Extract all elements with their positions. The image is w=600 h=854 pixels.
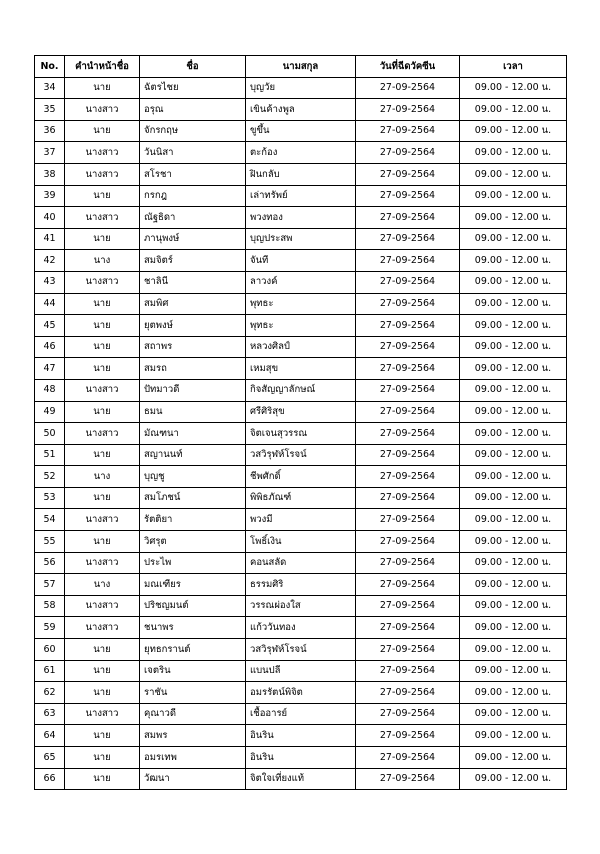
table-row xyxy=(35,423,567,445)
table-row xyxy=(35,466,567,488)
row-time: 09.00 - 12.00 น. xyxy=(460,487,567,509)
row-prefix: นาย xyxy=(65,487,140,509)
row-first-name: มัณฑนา xyxy=(140,423,246,445)
row-first-name: สมโภชน์ xyxy=(140,487,246,509)
row-first-name: ประไพ xyxy=(140,552,246,574)
row-prefix: นางสาว xyxy=(65,142,140,164)
table-row xyxy=(35,703,567,725)
row-number: 59 xyxy=(35,617,65,639)
row-time: 09.00 - 12.00 น. xyxy=(460,336,567,358)
row-prefix: นาย xyxy=(65,315,140,337)
row-prefix: นางสาว xyxy=(65,99,140,121)
row-number: 39 xyxy=(35,185,65,207)
row-first-name: มณเฑียร xyxy=(140,574,246,596)
row-vaccination-date: 27-09-2564 xyxy=(356,531,460,553)
row-prefix: นาย xyxy=(65,768,140,790)
row-surname: ฝินกลับ xyxy=(246,163,356,185)
header-no: No. xyxy=(35,56,65,78)
row-surname: คอนสลัด xyxy=(246,552,356,574)
row-vaccination-date: 27-09-2564 xyxy=(356,768,460,790)
row-number: 48 xyxy=(35,379,65,401)
table-row xyxy=(35,293,567,315)
row-number: 56 xyxy=(35,552,65,574)
row-number: 34 xyxy=(35,77,65,99)
row-prefix: นาย xyxy=(65,747,140,769)
row-surname: ลาวงค์ xyxy=(246,271,356,293)
row-first-name: อรุณ xyxy=(140,99,246,121)
row-time: 09.00 - 12.00 น. xyxy=(460,185,567,207)
row-first-name: รัตติยา xyxy=(140,509,246,531)
row-first-name: สมจิตร์ xyxy=(140,250,246,272)
row-time: 09.00 - 12.00 น. xyxy=(460,77,567,99)
row-time: 09.00 - 12.00 น. xyxy=(460,163,567,185)
row-number: 64 xyxy=(35,725,65,747)
row-vaccination-date: 27-09-2564 xyxy=(356,293,460,315)
row-first-name: สโรชา xyxy=(140,163,246,185)
row-prefix: นางสาว xyxy=(65,271,140,293)
row-prefix: นางสาว xyxy=(65,595,140,617)
row-vaccination-date: 27-09-2564 xyxy=(356,250,460,272)
row-time: 09.00 - 12.00 น. xyxy=(460,703,567,725)
header-time: เวลา xyxy=(460,56,567,78)
row-first-name: ชาลินี xyxy=(140,271,246,293)
row-prefix: นางสาว xyxy=(65,509,140,531)
table-row xyxy=(35,358,567,380)
row-first-name: ณัฐธิดา xyxy=(140,207,246,229)
row-number: 53 xyxy=(35,487,65,509)
table-row xyxy=(35,271,567,293)
row-surname: พวงมี xyxy=(246,509,356,531)
table-row xyxy=(35,682,567,704)
row-number: 57 xyxy=(35,574,65,596)
row-surname: ตะก้อง xyxy=(246,142,356,164)
row-surname: บุญวัย xyxy=(246,77,356,99)
row-vaccination-date: 27-09-2564 xyxy=(356,552,460,574)
row-vaccination-date: 27-09-2564 xyxy=(356,120,460,142)
row-surname: แบนปลี xyxy=(246,660,356,682)
table-row xyxy=(35,401,567,423)
row-time: 09.00 - 12.00 น. xyxy=(460,574,567,596)
row-surname: จิตใจเที่ยงแท้ xyxy=(246,768,356,790)
table-row xyxy=(35,163,567,185)
row-prefix: นางสาว xyxy=(65,552,140,574)
row-time: 09.00 - 12.00 น. xyxy=(460,142,567,164)
row-vaccination-date: 27-09-2564 xyxy=(356,574,460,596)
row-time: 09.00 - 12.00 น. xyxy=(460,509,567,531)
row-time: 09.00 - 12.00 น. xyxy=(460,379,567,401)
row-prefix: นาย xyxy=(65,228,140,250)
row-vaccination-date: 27-09-2564 xyxy=(356,466,460,488)
row-number: 51 xyxy=(35,444,65,466)
row-surname: วสวิรุฬห์โรจน์ xyxy=(246,444,356,466)
row-vaccination-date: 27-09-2564 xyxy=(356,228,460,250)
table-row xyxy=(35,552,567,574)
table-row xyxy=(35,509,567,531)
table-row xyxy=(35,379,567,401)
row-vaccination-date: 27-09-2564 xyxy=(356,77,460,99)
row-surname: อินริน xyxy=(246,747,356,769)
row-prefix: นาย xyxy=(65,401,140,423)
row-number: 63 xyxy=(35,703,65,725)
header-surname: นามสกุล xyxy=(246,56,356,78)
row-vaccination-date: 27-09-2564 xyxy=(356,747,460,769)
row-time: 09.00 - 12.00 น. xyxy=(460,293,567,315)
row-vaccination-date: 27-09-2564 xyxy=(356,444,460,466)
row-time: 09.00 - 12.00 น. xyxy=(460,423,567,445)
row-vaccination-date: 27-09-2564 xyxy=(356,336,460,358)
header-date: วันที่ฉีดวัคซีน xyxy=(356,56,460,78)
header-name: ชื่อ xyxy=(140,56,246,78)
row-number: 49 xyxy=(35,401,65,423)
row-surname: เล่าทรัพย์ xyxy=(246,185,356,207)
row-number: 45 xyxy=(35,315,65,337)
row-first-name: สญานนท์ xyxy=(140,444,246,466)
row-time: 09.00 - 12.00 น. xyxy=(460,682,567,704)
table-row xyxy=(35,725,567,747)
row-surname: พุทธะ xyxy=(246,315,356,337)
row-number: 50 xyxy=(35,423,65,445)
row-vaccination-date: 27-09-2564 xyxy=(356,595,460,617)
row-vaccination-date: 27-09-2564 xyxy=(356,163,460,185)
table-row xyxy=(35,336,567,358)
row-surname: พิพิธภัณฑ์ xyxy=(246,487,356,509)
row-number: 58 xyxy=(35,595,65,617)
row-time: 09.00 - 12.00 น. xyxy=(460,120,567,142)
row-surname: จันที xyxy=(246,250,356,272)
row-vaccination-date: 27-09-2564 xyxy=(356,185,460,207)
row-first-name: ยุทธกรานต์ xyxy=(140,639,246,661)
row-number: 46 xyxy=(35,336,65,358)
row-number: 66 xyxy=(35,768,65,790)
row-time: 09.00 - 12.00 น. xyxy=(460,315,567,337)
row-prefix: นางสาว xyxy=(65,379,140,401)
row-prefix: นาย xyxy=(65,185,140,207)
row-prefix: นาง xyxy=(65,574,140,596)
table-row xyxy=(35,768,567,790)
row-first-name: ราชัน xyxy=(140,682,246,704)
row-vaccination-date: 27-09-2564 xyxy=(356,617,460,639)
row-prefix: นางสาว xyxy=(65,163,140,185)
table-header-row xyxy=(35,56,567,78)
row-vaccination-date: 27-09-2564 xyxy=(356,358,460,380)
row-prefix: นางสาว xyxy=(65,423,140,445)
row-prefix: นาย xyxy=(65,725,140,747)
row-first-name: วันนิสา xyxy=(140,142,246,164)
row-first-name: จักรกฤษ xyxy=(140,120,246,142)
row-prefix: นาย xyxy=(65,660,140,682)
row-first-name: คุณาวดี xyxy=(140,703,246,725)
row-vaccination-date: 27-09-2564 xyxy=(356,509,460,531)
row-vaccination-date: 27-09-2564 xyxy=(356,487,460,509)
row-number: 37 xyxy=(35,142,65,164)
row-prefix: นาย xyxy=(65,336,140,358)
table-body xyxy=(35,77,567,790)
table-row xyxy=(35,315,567,337)
row-first-name: สมพร xyxy=(140,725,246,747)
table-row xyxy=(35,639,567,661)
table-row xyxy=(35,595,567,617)
row-first-name: วิศรุต xyxy=(140,531,246,553)
row-first-name: ยุตพงษ์ xyxy=(140,315,246,337)
row-first-name: อมรเทพ xyxy=(140,747,246,769)
row-number: 55 xyxy=(35,531,65,553)
row-time: 09.00 - 12.00 น. xyxy=(460,552,567,574)
row-time: 09.00 - 12.00 น. xyxy=(460,358,567,380)
row-prefix: นาง xyxy=(65,466,140,488)
row-surname: กิจสัญญาลักษณ์ xyxy=(246,379,356,401)
row-time: 09.00 - 12.00 น. xyxy=(460,725,567,747)
row-surname: ขูขึ้น xyxy=(246,120,356,142)
table-row xyxy=(35,77,567,99)
row-time: 09.00 - 12.00 น. xyxy=(460,660,567,682)
row-number: 62 xyxy=(35,682,65,704)
table-row xyxy=(35,185,567,207)
row-vaccination-date: 27-09-2564 xyxy=(356,660,460,682)
row-surname: จิตเจนสุวรรณ xyxy=(246,423,356,445)
table-row xyxy=(35,487,567,509)
row-number: 41 xyxy=(35,228,65,250)
row-vaccination-date: 27-09-2564 xyxy=(356,315,460,337)
row-prefix: นาย xyxy=(65,293,140,315)
table-row xyxy=(35,142,567,164)
row-vaccination-date: 27-09-2564 xyxy=(356,379,460,401)
row-first-name: ปริชญมนต์ xyxy=(140,595,246,617)
row-time: 09.00 - 12.00 น. xyxy=(460,747,567,769)
row-prefix: นาย xyxy=(65,77,140,99)
row-prefix: นาย xyxy=(65,682,140,704)
row-number: 44 xyxy=(35,293,65,315)
row-vaccination-date: 27-09-2564 xyxy=(356,207,460,229)
row-surname: วสวิรุฬห์โรจน์ xyxy=(246,639,356,661)
row-first-name: บุญชู xyxy=(140,466,246,488)
row-first-name: สมพิศ xyxy=(140,293,246,315)
table-row xyxy=(35,207,567,229)
row-number: 43 xyxy=(35,271,65,293)
row-surname: เชื้ออารย์ xyxy=(246,703,356,725)
row-vaccination-date: 27-09-2564 xyxy=(356,725,460,747)
row-first-name: ฉัตรไชย xyxy=(140,77,246,99)
row-time: 09.00 - 12.00 น. xyxy=(460,617,567,639)
row-number: 65 xyxy=(35,747,65,769)
row-time: 09.00 - 12.00 น. xyxy=(460,531,567,553)
table-row xyxy=(35,660,567,682)
row-surname: หลวงศิลป์ xyxy=(246,336,356,358)
row-surname: ธรรมศิริ xyxy=(246,574,356,596)
row-time: 09.00 - 12.00 น. xyxy=(460,444,567,466)
row-surname: พวงทอง xyxy=(246,207,356,229)
row-surname: เขินค้างพูล xyxy=(246,99,356,121)
row-prefix: นาย xyxy=(65,639,140,661)
row-prefix: นาย xyxy=(65,531,140,553)
row-first-name: สมรถ xyxy=(140,358,246,380)
table-row xyxy=(35,444,567,466)
row-time: 09.00 - 12.00 น. xyxy=(460,639,567,661)
row-number: 35 xyxy=(35,99,65,121)
row-first-name: ธมน xyxy=(140,401,246,423)
row-vaccination-date: 27-09-2564 xyxy=(356,142,460,164)
row-vaccination-date: 27-09-2564 xyxy=(356,401,460,423)
table-row xyxy=(35,747,567,769)
row-vaccination-date: 27-09-2564 xyxy=(356,639,460,661)
vaccination-schedule-table xyxy=(34,55,567,790)
row-surname: ศรีศิริสุข xyxy=(246,401,356,423)
row-number: 40 xyxy=(35,207,65,229)
row-number: 60 xyxy=(35,639,65,661)
vaccination-schedule-sheet xyxy=(34,55,567,790)
row-first-name: เจตริน xyxy=(140,660,246,682)
row-surname: พุทธะ xyxy=(246,293,356,315)
table-row xyxy=(35,120,567,142)
row-vaccination-date: 27-09-2564 xyxy=(356,271,460,293)
row-first-name: ชนาพร xyxy=(140,617,246,639)
row-surname: ชีพศักดิ์ xyxy=(246,466,356,488)
row-prefix: นาย xyxy=(65,444,140,466)
row-vaccination-date: 27-09-2564 xyxy=(356,99,460,121)
row-prefix: นาง xyxy=(65,250,140,272)
row-time: 09.00 - 12.00 น. xyxy=(460,768,567,790)
row-first-name: ภานุพงษ์ xyxy=(140,228,246,250)
row-number: 47 xyxy=(35,358,65,380)
row-time: 09.00 - 12.00 น. xyxy=(460,401,567,423)
table-row xyxy=(35,531,567,553)
table-row xyxy=(35,99,567,121)
row-vaccination-date: 27-09-2564 xyxy=(356,423,460,445)
row-prefix: นางสาว xyxy=(65,207,140,229)
row-surname: โพธิ์เงิน xyxy=(246,531,356,553)
row-surname: เหมสุข xyxy=(246,358,356,380)
row-surname: อมรรัตน์พิจิต xyxy=(246,682,356,704)
row-first-name: ปัทมาวดี xyxy=(140,379,246,401)
row-time: 09.00 - 12.00 น. xyxy=(460,271,567,293)
header-prefix: คำนำหน้าชื่อ xyxy=(65,56,140,78)
table-row xyxy=(35,617,567,639)
row-prefix: นางสาว xyxy=(65,703,140,725)
row-prefix: นาย xyxy=(65,358,140,380)
row-number: 61 xyxy=(35,660,65,682)
table-row xyxy=(35,574,567,596)
row-time: 09.00 - 12.00 น. xyxy=(460,99,567,121)
row-first-name: สถาพร xyxy=(140,336,246,358)
row-surname: วรรณผ่องใส xyxy=(246,595,356,617)
row-surname: อินริน xyxy=(246,725,356,747)
row-surname: แก้ววันทอง xyxy=(246,617,356,639)
row-time: 09.00 - 12.00 น. xyxy=(460,466,567,488)
row-vaccination-date: 27-09-2564 xyxy=(356,682,460,704)
row-first-name: กรกฎ xyxy=(140,185,246,207)
row-time: 09.00 - 12.00 น. xyxy=(460,595,567,617)
row-time: 09.00 - 12.00 น. xyxy=(460,228,567,250)
table-row xyxy=(35,228,567,250)
row-surname: บุญประสพ xyxy=(246,228,356,250)
row-number: 54 xyxy=(35,509,65,531)
row-number: 36 xyxy=(35,120,65,142)
row-number: 52 xyxy=(35,466,65,488)
row-number: 42 xyxy=(35,250,65,272)
row-time: 09.00 - 12.00 น. xyxy=(460,207,567,229)
row-prefix: นาย xyxy=(65,120,140,142)
row-prefix: นางสาว xyxy=(65,617,140,639)
row-first-name: วัฒนา xyxy=(140,768,246,790)
row-vaccination-date: 27-09-2564 xyxy=(356,703,460,725)
row-number: 38 xyxy=(35,163,65,185)
table-row xyxy=(35,250,567,272)
row-time: 09.00 - 12.00 น. xyxy=(460,250,567,272)
